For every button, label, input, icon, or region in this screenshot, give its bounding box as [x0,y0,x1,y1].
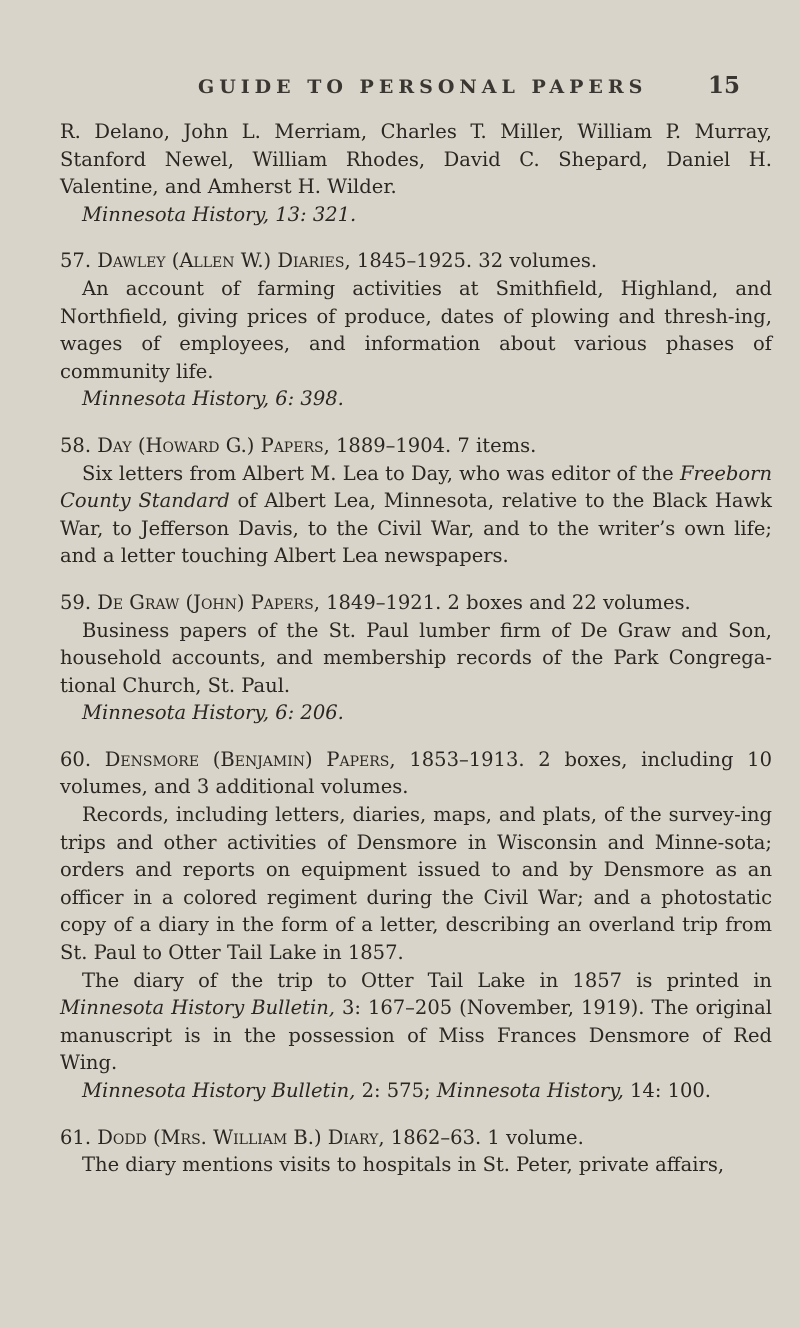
entry-58 [60,432,772,570]
entry-number: 61. [60,1125,92,1149]
entry-continued [60,118,772,228]
publication-title: Minnesota History Bulletin, [60,996,335,1020]
entry-61 [60,1124,772,1179]
entry-name: Day (Howard G.) Papers, [97,433,330,457]
entry-continued-reference: Minnesota History, 13: 321. [82,202,357,226]
description-text: The diary of the trip to Otter Tail Lake in 1857 is printed in [82,968,772,992]
newspaper-title: Freeborn County Standard [60,461,773,513]
entry-60 [60,746,772,1105]
description-text: of Albert Lea, Minnesota, relative to the Black Hawk War, to Jefferson Davis, to the Civil War, and to the writer’s own life; and a letter touching Albert Lea newspapers. [60,489,772,568]
publication-title: Minnesota History, [436,1079,624,1102]
entry-name: Densmore (Benjamin) Papers, [104,747,396,771]
entry-name: Dodd (Mrs. William B.) Diary, [97,1125,385,1149]
entry-57-description: An account of farming activities at Smithfield, Highland, and Northfield, giving prices of produce, dates of plowing and thresh-ing, wages of employees, and information about various phases of community life. [60,276,772,383]
entry-61-description: The diary mentions visits to hospitals in St. Peter, private affairs, [82,1153,725,1177]
entry-name: De Graw (John) Papers, [97,590,320,614]
page-number: 15 [708,72,741,99]
entry-number: 60. [60,747,92,771]
entry-continued-text: R. Delano, John L. Merriam, Charles T. Miller, William P. Murray, Stanford Newel, William Rhodes, David C. Shepard, Daniel H. Valentine, and Amherst H. Wilder. [60,120,772,199]
entry-60-description-2 [60,967,772,1077]
entry-number: 57. [60,249,92,273]
entry-details: 1853–1913. 2 boxes, including 10 volumes, and 3 additional volumes. [60,747,772,799]
description-text: Six letters from Albert M. Lea to Day, who was editor of the [82,461,674,485]
entry-number: 58. [60,433,92,457]
entry-59 [60,589,772,727]
publication-title: Minnesota History Bulletin, [82,1079,356,1102]
entry-60-description: Records, including letters, diaries, maps, and plats, of the survey-ing trips and other activities of Densmore in Wisconsin and Minne-sota; orders and reports on equipment issued to and by Densmore as an officer in a colored regiment during the Civil War; and a photostatic copy of a diary in the form of a letter, describing an overland trip from St. Paul to Otter Tail Lake in 1857. [60,803,772,965]
reference-location: 14: 100. [630,1079,711,1102]
entry-59-reference: Minnesota History, 6: 206. [82,701,344,725]
entry-60-reference [60,1077,772,1105]
entry-59-heading [60,589,772,617]
entry-60-heading [60,746,772,801]
reference-location: 2: 575; [361,1079,431,1102]
entry-58-heading [60,432,772,460]
entry-59-description: Business papers of the St. Paul lumber firm of De Graw and Son, household accounts, and membership records of the Park Congrega-tional Church, St. Paul. [60,618,772,697]
entry-details: 1845–1925. 32 volumes. [356,249,598,273]
entry-58-description [60,460,772,570]
entry-57 [60,247,772,413]
page-body [60,118,772,1198]
entry-number: 59. [60,590,92,614]
entry-57-heading [60,247,772,275]
entry-61-heading [60,1124,772,1152]
description-text: 3: 167–205 (November, 1919). The original manuscript is in the possession of Miss Frances Densmore of Red Wing. [60,996,772,1075]
entry-57-reference: Minnesota History, 6: 398. [82,387,344,411]
entry-name: Dawley (Allen W.) Diaries, [97,249,351,273]
entry-details: 1849–1921. 2 boxes and 22 volumes. [326,590,691,614]
entry-details: 1862–63. 1 volume. [390,1125,584,1149]
running-head: GUIDE TO PERSONAL PAPERS [198,76,648,98]
entry-details: 1889–1904. 7 items. [336,433,537,457]
